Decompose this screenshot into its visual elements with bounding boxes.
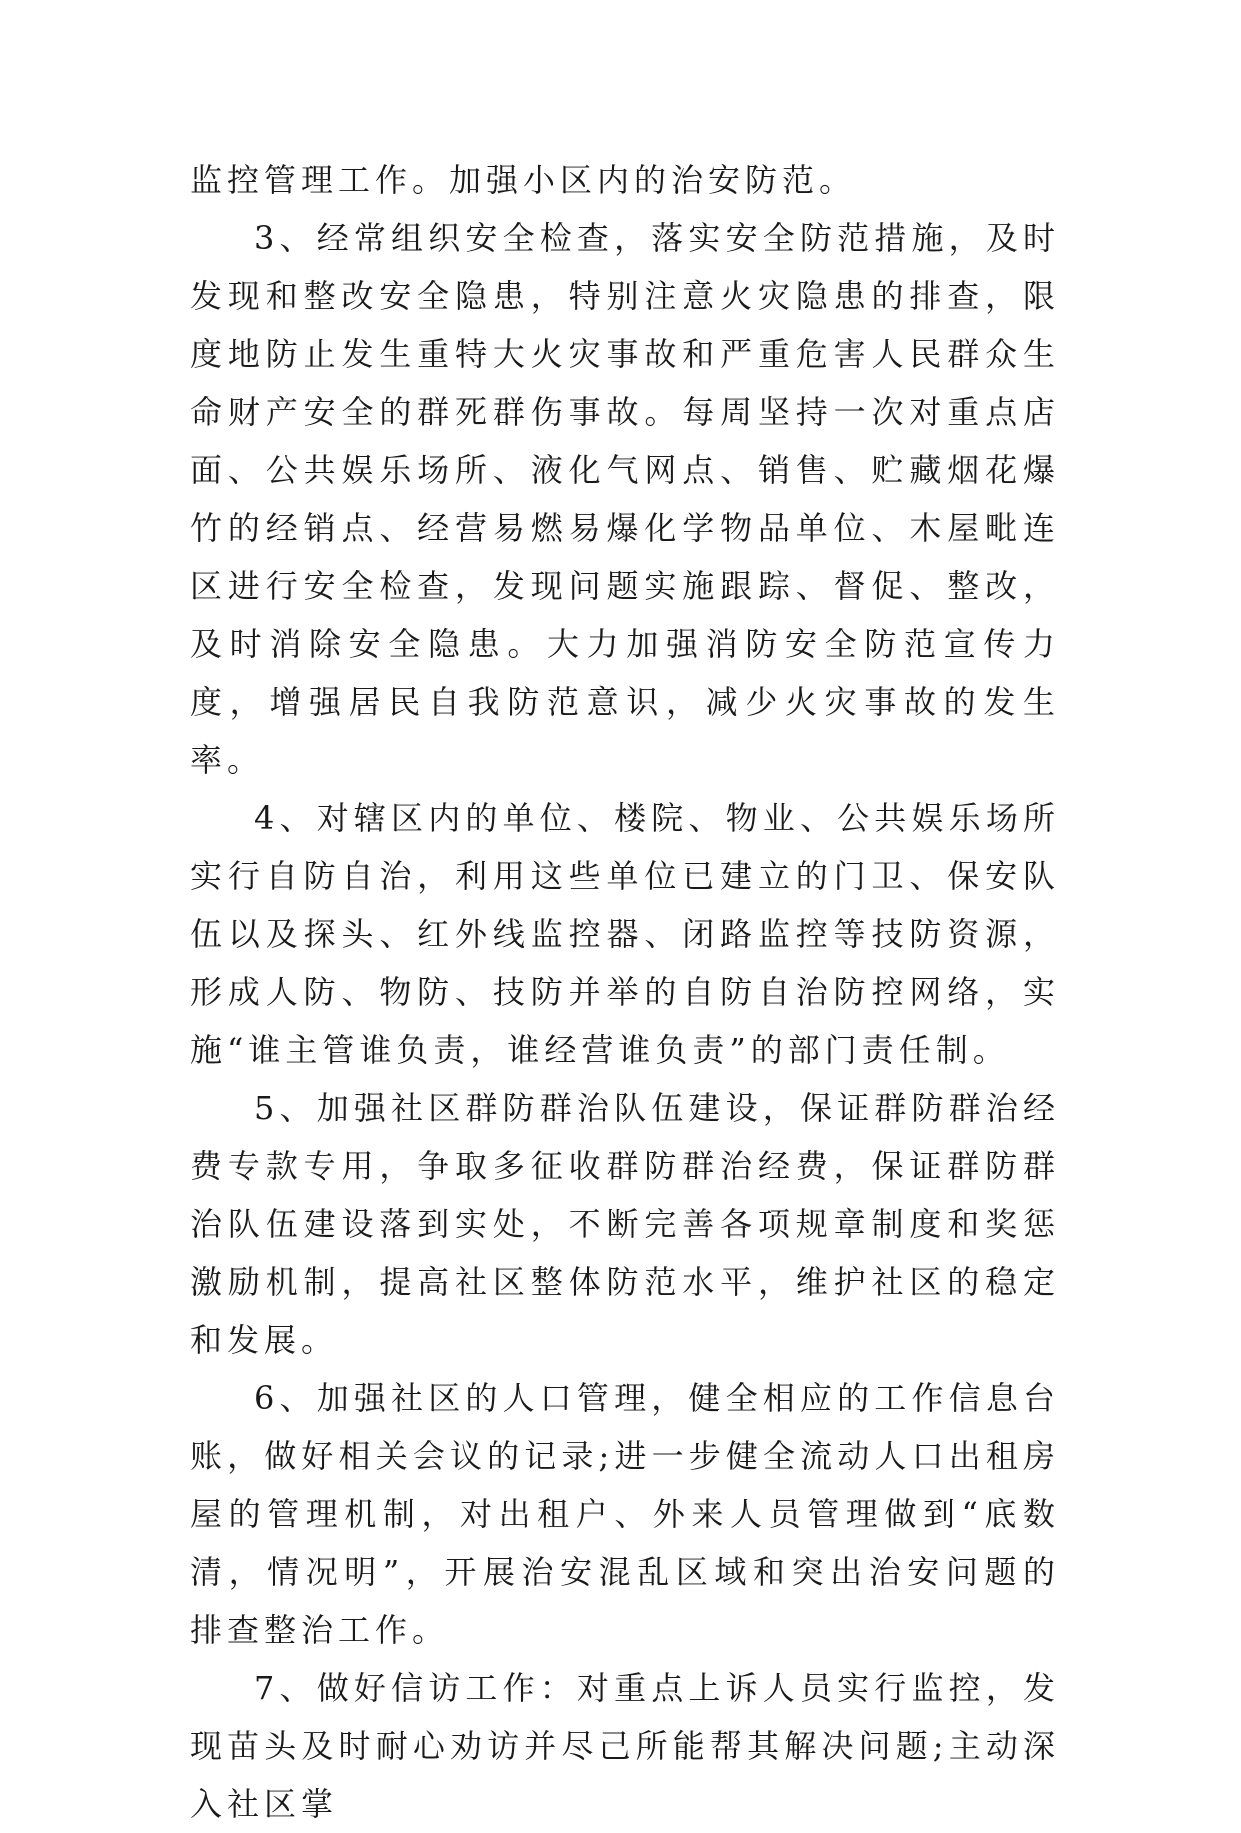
paragraph-item-3: 3、经常组织安全检查，落实安全防范措施，及时发现和整改安全隐患，特别注意火灾隐患的排查，限度地防止发生重特大火灾事故和严重危害人民群众生命财产安全的群死群伤事故。每周坚持一次对重点店面、公共娱乐场所、液化气网点、销售、贮藏烟花爆竹的经销点、经营易燃易爆化学物品单位、木屋毗连区进行安全检查，发现问题实施跟踪、督促、整改，及时消除安全隐患。大力加强消防安全防范宣传力度，增强居民自我防范意识，减少火灾事故的发生率。 <box>190 219 1060 779</box>
paragraph-item-4: 4、对辖区内的单位、楼院、物业、公共娱乐场所实行自防自治，利用这些单位已建立的门卫、保安队伍以及探头、红外线监控器、闭路监控等技防资源，形成人防、物防、技防并举的自防自治防控网络，实施“谁主管谁负责，谁经营谁负责”的部门责任制。 <box>190 799 1060 1069</box>
paragraph-item-7: 7、做好信访工作：对重点上诉人员实行监控，发现苗头及时耐心劝访并尽己所能帮其解决问题;主动深入社区掌 <box>190 1669 1060 1823</box>
paragraph-item-6: 6、加强社区的人口管理，健全相应的工作信息台账，做好相关会议的记录;进一步健全流动人口出租房屋的管理机制，对出租户、外来人员管理做到“底数清，情况明”，开展治安混乱区域和突出治安问题的排查整治工作。 <box>190 1379 1060 1649</box>
paragraph-continuation: 监控管理工作。加强小区内的治安防范。 <box>190 161 857 199</box>
document-body <box>190 151 1060 1833</box>
paragraph-item-5: 5、加强社区群防群治队伍建设，保证群防群治经费专款专用，争取多征收群防群治经费，保证群防群治队伍建设落到实处，不断完善各项规章制度和奖惩激励机制，提高社区整体防范水平，维护社区的稳定和发展。 <box>190 1089 1060 1359</box>
